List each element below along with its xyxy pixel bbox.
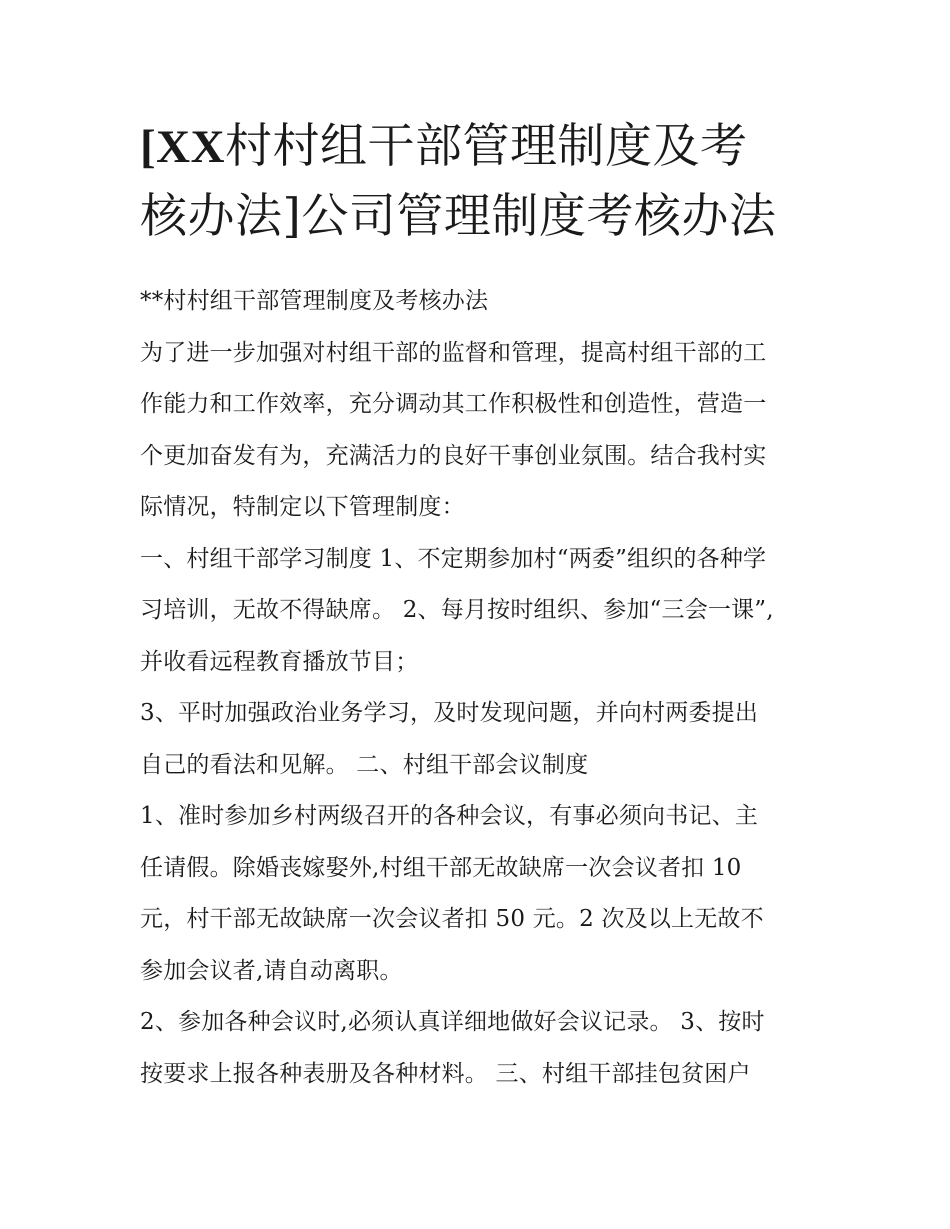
body-line: 为了进一步加强对村组干部的监督和管理，提高村组干部的工	[140, 339, 767, 366]
body-line: 作能力和工作效率，充分调动其工作积极性和创造性，营造一	[140, 391, 767, 417]
body-line: 2、参加各种会议时,必须认真详细地做好会议记录。 3、按时	[140, 1009, 765, 1035]
body-line: 按要求上报各种表册及各种材料。 三、村组干部挂包贫困户	[140, 1060, 751, 1087]
body-line: 自己的看法和见解。 二、村组干部会议制度	[140, 751, 589, 778]
document-page	[140, 112, 820, 1100]
body-line: 3、平时加强政治业务学习，及时发现问题，并向村两委提出	[140, 700, 759, 726]
body-line: 际情况，特制定以下管理制度：	[140, 494, 465, 520]
body-line: 1、准时参加乡村两级召开的各种会议，有事必须向书记、主	[140, 803, 759, 829]
body-line: 并收看远程教育播放节目；	[140, 648, 419, 675]
body-line: **村村组干部管理制度及考核办法	[140, 288, 489, 314]
body-line: 参加会议者,请自动离职。	[140, 957, 403, 984]
body-line: 任请假。除婚丧嫁娶外,村组干部无故缺席一次会议者扣 10	[140, 854, 742, 881]
title-rest-line1: 村村组干部管理制度及考	[225, 119, 748, 174]
body-line: 习培训，无故不得缺席。 2、每月按时组织、参加“三会一课”,	[140, 597, 774, 623]
document-body	[140, 276, 820, 1100]
title-lead: [XX	[140, 121, 226, 173]
body-line: 一、村组干部学习制度 1、不定期参加村“两委”组织的各种学	[140, 545, 767, 572]
title-line2: 核办法]公司管理制度考核办法	[140, 189, 777, 244]
body-line: 个更加奋发有为，充满活力的良好干事创业氛围。结合我村实	[140, 442, 767, 469]
body-line: 元，村干部无故缺席一次会议者扣 50 元。2 次及以上无故不	[140, 906, 764, 932]
document-title	[140, 112, 820, 252]
